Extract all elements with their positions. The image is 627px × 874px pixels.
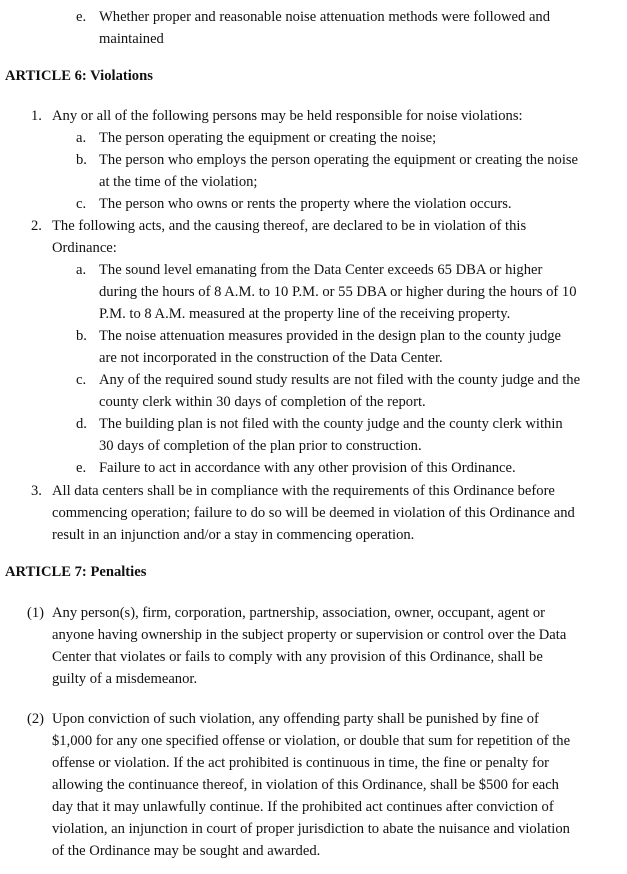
- list-marker: 1.: [31, 108, 42, 124]
- list-item-text: Whether proper and reasonable noise attenuation methods were followed and: [99, 9, 551, 25]
- list-item-text: during the hours of 8 A.M. to 10 P.M. or 55 DBA or higher during the hours of 10: [99, 284, 577, 300]
- list-marker: (2): [27, 711, 45, 727]
- list-item-text: anyone having ownership in the subject property or supervision or control over the Data: [52, 627, 567, 643]
- list-item-text: The building plan is not filed with the county judge and the county clerk within: [99, 416, 563, 432]
- article-7-heading: ARTICLE 7: Penalties: [5, 564, 147, 580]
- list-item-text: P.M. to 8 A.M. measured at the property line of the receiving property.: [99, 306, 511, 322]
- list-marker: c.: [76, 372, 87, 388]
- list-item-text: result in an injunction and/or a stay in commencing operation.: [52, 527, 415, 543]
- list-item-text: Any of the required sound study results are not filed with the county judge and the: [99, 372, 581, 388]
- list-marker: 2.: [31, 218, 42, 234]
- list-item-text: Any or all of the following persons may be held responsible for noise violations:: [52, 108, 523, 124]
- list-item-text: of the Ordinance may be sought and awarded.: [52, 843, 321, 859]
- list-marker: e.: [76, 9, 87, 25]
- list-item-text: Ordinance:: [52, 240, 117, 256]
- list-item-text: maintained: [99, 31, 164, 47]
- list-item-text: All data centers shall be in compliance with the requirements of this Ordinance before: [52, 483, 555, 499]
- list-marker: 3.: [31, 483, 42, 499]
- list-item-text: Upon conviction of such violation, any offending party shall be punished by fine of: [52, 711, 539, 727]
- list-item-text: The person who owns or rents the property where the violation occurs.: [99, 196, 512, 212]
- list-item-text: day that it may unlawfully continue. If the prohibited act continues after conviction of: [52, 799, 554, 815]
- list-item-text: violation, an injunction in court of proper jurisdiction to abate the nuisance and violation: [52, 821, 570, 837]
- list-marker: b.: [76, 328, 87, 344]
- article-6-heading: ARTICLE 6: Violations: [5, 68, 153, 84]
- list-marker: a.: [76, 130, 87, 146]
- list-item-text: county clerk within 30 days of completion of the report.: [99, 394, 426, 410]
- list-item-text: Failure to act in accordance with any other provision of this Ordinance.: [99, 460, 516, 476]
- list-item-text: allowing the continuance thereof, in violation of this Ordinance, shall be $500 for each: [52, 777, 559, 793]
- list-item-text: The person who employs the person operating the equipment or creating the noise: [99, 152, 579, 168]
- list-item-text: are not incorporated in the construction of the Data Center.: [99, 350, 443, 366]
- list-item-text: Any person(s), firm, corporation, partnership, association, owner, occupant, agent or: [52, 605, 546, 621]
- list-item-text: guilty of a misdemeanor.: [52, 671, 198, 687]
- list-item-text: The following acts, and the causing thereof, are declared to be in violation of this: [52, 218, 527, 234]
- list-item-text: 30 days of completion of the plan prior to construction.: [99, 438, 422, 454]
- list-item-text: at the time of the violation;: [99, 174, 258, 190]
- list-item-text: offense or violation. If the act prohibited is continuous in time, the fine or penalty for: [52, 755, 550, 771]
- list-item-text: $1,000 for any one specified offense or violation, or double that sum for repetition of the: [52, 733, 571, 749]
- list-marker: (1): [27, 605, 45, 621]
- list-item-text: The person operating the equipment or creating the noise;: [99, 130, 437, 146]
- list-marker: d.: [76, 416, 87, 432]
- list-marker: e.: [76, 460, 87, 476]
- list-item-text: Center that violates or fails to comply with any provision of this Ordinance, shall be: [52, 649, 543, 665]
- list-marker: c.: [76, 196, 87, 212]
- list-item-text: commencing operation; failure to do so will be deemed in violation of this Ordinance and: [52, 505, 575, 521]
- list-marker: a.: [76, 262, 87, 278]
- list-item-text: The noise attenuation measures provided in the design plan to the county judge: [99, 328, 562, 344]
- list-marker: b.: [76, 152, 87, 168]
- list-item-text: The sound level emanating from the Data Center exceeds 65 DBA or higher: [99, 262, 543, 278]
